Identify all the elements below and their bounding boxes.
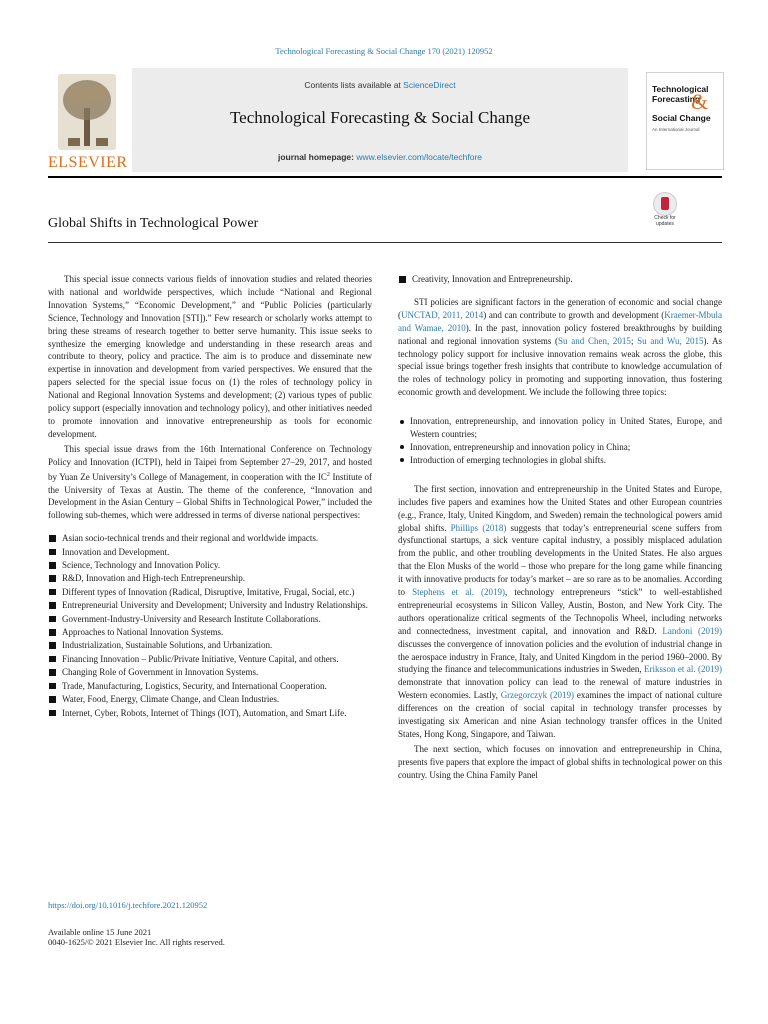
list-item: Entrepreneurial University and Development; University and Industry Relationships.	[48, 599, 372, 612]
citation-link[interactable]: Kraemer-Mbula and Wamae, 2010	[398, 309, 722, 333]
journal-homepage-link[interactable]: www.elsevier.com/locate/techfore	[356, 152, 483, 162]
list-item: Industrialization, Sustainable Solutions, and Urbanization.	[48, 639, 372, 652]
available-online-date: Available online 15 June 2021	[48, 926, 152, 937]
article-footer	[48, 900, 225, 948]
list-item: Innovation, entrepreneurship and innovation policy in China;	[398, 441, 722, 454]
citation-link[interactable]: Su and Chen, 2015	[558, 335, 631, 346]
elsevier-wordmark: ELSEVIER	[48, 154, 128, 171]
sciencedirect-link[interactable]: ScienceDirect	[403, 80, 456, 90]
masthead	[132, 68, 628, 172]
list-item: Government-Industry-University and Research Institute Collaborations.	[48, 613, 372, 626]
check-updates-icon	[653, 192, 677, 216]
list-item: R&D, Innovation and High-tech Entrepreneurship.	[48, 572, 372, 585]
list-item: Changing Role of Government in Innovation Systems.	[48, 666, 372, 679]
list-item: Creativity, Innovation and Entrepreneurship.	[398, 273, 722, 286]
list-item: Innovation, entrepreneurship, and innovation policy in United States, Europe, and Western countries;	[398, 415, 722, 441]
citation-link[interactable]: Landoni (2019)	[662, 625, 722, 636]
list-item: Trade, Manufacturing, Logistics, Security, and International Cooperation.	[48, 680, 372, 693]
elsevier-logo	[48, 74, 126, 170]
contents-line: Contents lists available at ScienceDirect	[304, 80, 456, 90]
cover-ampersand: &	[691, 89, 709, 114]
journal-title: Technological Forecasting & Social Change	[229, 108, 530, 127]
journal-citation: Technological Forecasting & Social Change 170 (2021) 120952	[275, 46, 493, 56]
list-item: Science, Technology and Innovation Policy.	[48, 559, 372, 572]
list-item: Innovation and Development.	[48, 546, 372, 559]
list-item: Internet, Cyber, Robots, Internet of Things (IOT), Automation, and Smart Life.	[48, 707, 372, 720]
article-title: Global Shifts in Technological Power	[48, 216, 259, 231]
left-column	[48, 273, 372, 720]
paragraph-4: The first section, innovation and entrepreneurship in the United States and Europe, includes five papers and examines how the United States and other European countries (e.g., France, Italy, United Kingdom, and Sweden) remain the technological powers amid global shifts. Phillips (2018) suggests that today’s entrepreneurial scene suffers from dysfunctional startups, a sick venture capital industry, a possibly misplaced adulation from the public, and other troubling developments in the United States. He also argues that the Elon Musks of the world – those who prepare for the long game while financing it with innovative products for today’s market – are so rare as to be anomalies. According to Stephens et al. (2019), technology entrepreneurs “stick” to well-established entrepreneurial ecosystems in Silicon Valley, Austin, Boston, and New York City. The authors operationalize critical segments of the Technopolis Wheel, including networks and connectedness, investment capital, and innovation and R&D. Landoni (2019) discusses the convergence of innovation policies and the evolution of industrial change in the aerospace industry in France, Italy, and United Kingdom in the period 1960–2000. By studying the finance and telecommunications industries in Sweden, Eriksson et al. (2019) demonstrate that innovation policy can lead to the renewal of mature industries in Western economies. Lastly, Grzegorczyk (2019) examines the impact of national culture differences on the creation of social capital in technology transfer processes by investigating six American and nine Asian technology transfer offices in the United States, Hong Kong, Singapore, and Taiwan.	[398, 483, 722, 739]
elsevier-tree-icon	[58, 74, 116, 150]
citation-link[interactable]: UNCTAD, 2011, 2014	[401, 309, 484, 320]
cover-subtitle: An International Journal	[652, 127, 700, 132]
citation-link[interactable]: Phillips (2018)	[450, 522, 507, 533]
list-item: Asian socio-technical trends and their regional and worldwide impacts.	[48, 532, 372, 545]
journal-cover	[646, 72, 724, 170]
citation-link[interactable]: Su and Wu, 2015	[637, 335, 704, 346]
citation-link[interactable]: Grzegorczyk (2019)	[500, 690, 574, 701]
doi-link[interactable]: https://doi.org/10.1016/j.techfore.2021.120952	[48, 900, 208, 910]
list-item: Financing Innovation – Public/Private Initiative, Venture Capital, and others.	[48, 653, 372, 666]
citation-link[interactable]: Stephens et al. (2019)	[412, 587, 505, 598]
list-item: Approaches to National Innovation Systems.	[48, 626, 372, 639]
list-item: Water, Food, Energy, Climate Change, and Clean Industries.	[48, 693, 372, 706]
check-for-updates-button[interactable]: Check for updates	[647, 192, 683, 230]
journal-header	[48, 68, 628, 172]
subtheme-list-continued	[398, 273, 722, 286]
paragraph-5: The next section, which focuses on innovation and entrepreneurship in China, presents five papers that explore the impact of global shifts in technological power on this country. Using the China Family Panel	[398, 743, 722, 780]
list-item: Introduction of emerging technologies in global shifts.	[398, 454, 722, 467]
copyright-notice: 0040-1625/© 2021 Elsevier Inc. All rights reserved.	[48, 937, 225, 947]
list-item: Different types of Innovation (Radical, Disruptive, Imitative, Frugal, Social, etc.)	[48, 586, 372, 599]
homepage-line: journal homepage: www.elsevier.com/locate/techfore	[277, 152, 483, 162]
citation-link[interactable]: Eriksson et al. (2019)	[644, 664, 722, 675]
title-rule	[48, 242, 722, 243]
cover-title: Technological Forecasting Social Change	[652, 84, 711, 123]
subtheme-list	[48, 532, 372, 719]
right-column	[398, 273, 722, 784]
header-rule	[48, 176, 722, 178]
topics-list	[398, 415, 722, 467]
paragraph-1: This special issue connects various fields of innovation studies and related theories with national and worldwide perspectives, which include “National and Regional Innovation Systems,” “Economic Development,” and “Public Policies (particularly Science, Technology and Innovation [STI]).” Few research or scholarly works attempt to bring these streams of research together to better serve humanity. This issue seeks to synthesize the emerging knowledge and understanding in these research areas and contribute to theory, policy and practice. The aim is to produce and disseminate new expertise in innovation and development from varied perspectives. We ensured that the papers selected for the special issue focus on (1) the roles of technology policy in National and Regional Innovation Systems and development; (2) various types of public policy support (especially innovation and technology policy), and other initiatives needed to promote innovation and innovative entrepreneurship as tools for economic development.	[48, 274, 372, 439]
paragraph-2: This special issue draws from the 16th International Conference on Technology Policy and Innovation (ICTPI), held in Taipei from September 27–29, 2017, and hosted by Yuan Ze University’s College of Management, in cooperation with the $IC^2$ Institute of the University of Texas at Austin. The theme of the conference, “Innovation and Development in the Asian Century – Global Shifts in Technological Power,” included the following sub-themes, which were addressed in terms of diverse national perspectives:	[48, 443, 372, 521]
paragraph-3: STI policies are significant factors in the generation of economic and social change (UNCTAD, 2011, 2014) and can contribute to growth and development (Kraemer-Mbula and Wamae, 2010). In the past, innovation policy fostered breakthroughs by building national and regional innovation systems (Su and Chen, 2015; Su and Wu, 2015). As technology policy support for inclusive innovation remains weak across the globe, this special issue brings together fresh insights that contribute to knowledge accumulation of the roles of technology policy in promoting and supporting innovation, thus fostering economic growth and development. We include the following three topics:	[398, 296, 723, 398]
